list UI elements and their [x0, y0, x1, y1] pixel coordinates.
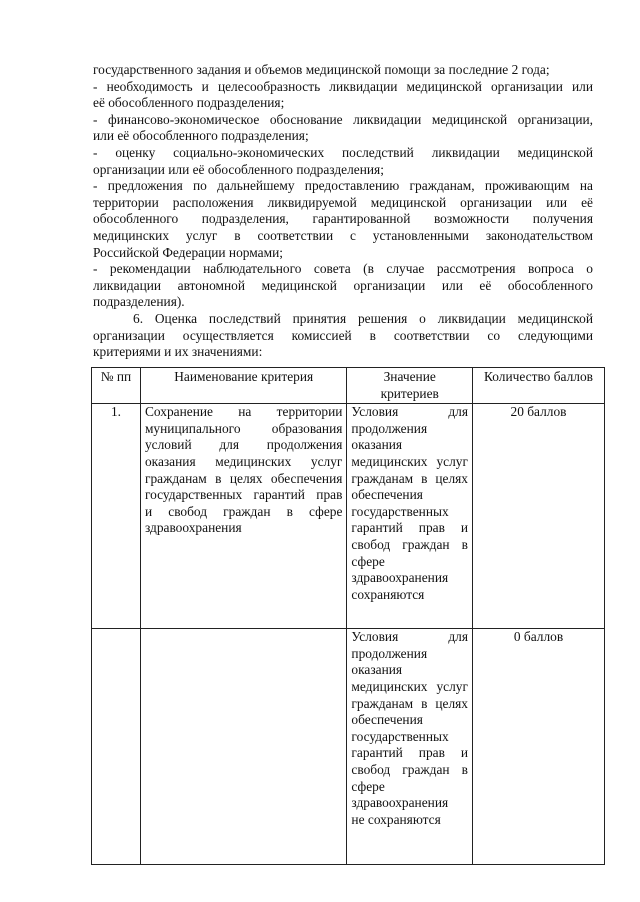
cell-line: медицинских услуг: [351, 453, 468, 469]
cell-line: свобод граждан в: [351, 761, 468, 777]
criteria-table: [91, 367, 605, 865]
cell-line: муниципального образования: [144, 420, 343, 436]
cell-line: Сохранение на территории: [144, 404, 343, 420]
criterion-name: [140, 629, 346, 865]
score-value: 20 баллов: [473, 404, 605, 629]
cell-line: гражданам в целях: [351, 470, 468, 486]
header-number: № пп: [92, 368, 141, 404]
cell-line: обеспечения: [351, 712, 423, 728]
cell-line: сфере: [351, 778, 385, 794]
cell-line: здравоохранения: [351, 570, 449, 586]
header-value-line: критериев: [380, 385, 439, 401]
cell-line: гражданам в целях обеспечения: [144, 470, 343, 486]
row-number: 1.: [92, 404, 141, 629]
text-line: подразделения).: [93, 294, 185, 310]
criterion-value: [347, 629, 473, 865]
cell-line: Условия для: [351, 629, 468, 645]
cell-line: оказания: [351, 437, 403, 453]
text-line: её обособленного подразделения;: [93, 95, 285, 111]
table-row: [92, 404, 605, 629]
cell-line: здравоохранения: [351, 795, 449, 811]
cell-line: государственных гарантий прав: [144, 487, 343, 503]
cell-line: продолжения: [351, 645, 428, 661]
text-line: - рекомендации наблюдательного совета (в случае рассмотрения вопроса о: [93, 261, 593, 277]
text-line: критериями и их значениями:: [93, 344, 263, 360]
cell-line: обеспечения: [351, 487, 423, 503]
cell-line: государственных: [351, 503, 449, 519]
text-line: территории расположения ликвидируемой медицинской организации или её: [93, 194, 593, 210]
row-number: [92, 629, 141, 865]
text-line: организации осуществляется комиссией в соответствии со следующими: [93, 327, 593, 343]
text-line: Российской Федерации нормами;: [93, 244, 283, 260]
table-row: [92, 629, 605, 865]
table-header-row: [92, 368, 605, 404]
header-criterion-value: [347, 368, 473, 404]
cell-line: медицинских услуг: [351, 678, 468, 694]
score-value: 0 баллов: [473, 629, 605, 865]
criterion-value: [347, 404, 473, 629]
cell-line: государственных: [351, 728, 449, 744]
cell-line: свобод граждан в: [351, 536, 468, 552]
cell-line: и свобод граждан в сфере: [144, 503, 343, 519]
cell-line: сфере: [351, 553, 385, 569]
text-line: государственного задания и объемов медицинской помощи за последние 2 года;: [93, 62, 550, 77]
cell-line: условий для продолжения: [144, 437, 343, 453]
text-line: обособленного подразделения, гарантированной возможности получения: [93, 211, 593, 227]
cell-line: не сохраняются: [351, 811, 441, 827]
text-line: медицинских услуг в соответствии с установленными законодательством: [93, 227, 593, 243]
header-score: Количество баллов: [473, 368, 605, 404]
paragraph-block-1: [93, 62, 593, 361]
text-line: организации или её обособленного подразделения;: [93, 161, 384, 177]
header-criterion-name: Наименование критерия: [140, 368, 346, 404]
cell-line: Условия для: [351, 404, 468, 420]
text-line: или её обособленного подразделения;: [93, 128, 309, 144]
criterion-name: [140, 404, 346, 629]
cell-line: продолжения: [351, 420, 428, 436]
cell-line: гарантий прав и: [351, 520, 468, 536]
cell-line: оказания медицинских услуг: [144, 453, 343, 469]
cell-line: гражданам в целях: [351, 695, 468, 711]
header-value-line: Значение: [383, 369, 436, 384]
text-line: ликвидации автономной медицинской организации или её обособленного: [93, 277, 593, 293]
cell-line: оказания: [351, 662, 403, 678]
cell-line: сохраняются: [351, 586, 425, 602]
text-line: - необходимость и целесообразность ликвидации медицинской организации или: [93, 78, 593, 94]
cell-line: гарантий прав и: [351, 745, 468, 761]
text-line: 6. Оценка последствий принятия решения о ликвидации медицинской: [133, 310, 593, 326]
cell-line: здравоохранения: [144, 520, 242, 536]
text-line: - финансово-экономическое обоснование ликвидации медицинской организации,: [93, 111, 593, 127]
text-line: - предложения по дальнейшему предоставлению гражданам, проживающим на: [93, 178, 593, 194]
text-line: - оценку социально-экономических последствий ликвидации медицинской: [93, 144, 593, 160]
